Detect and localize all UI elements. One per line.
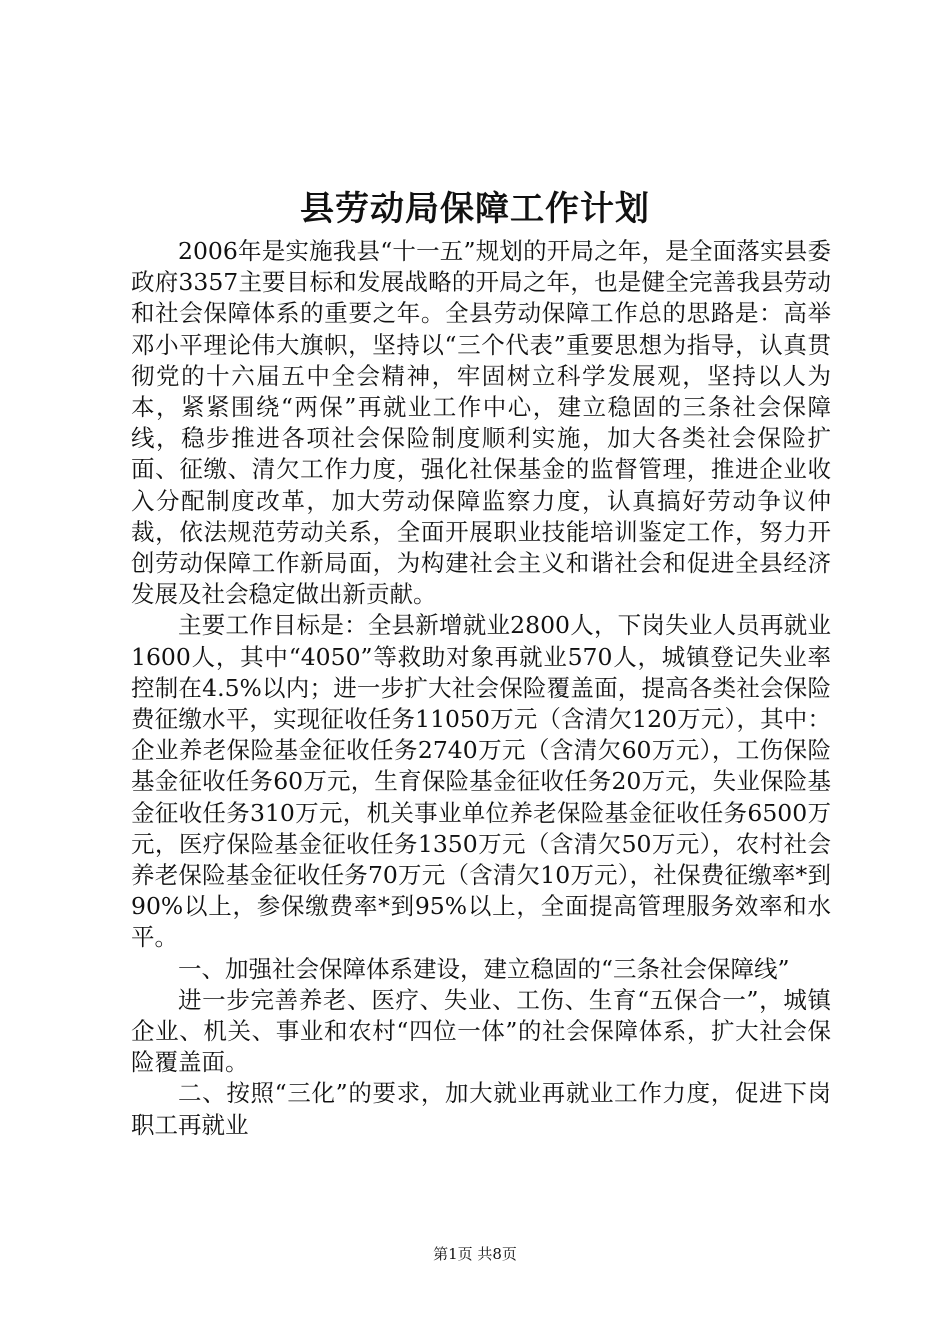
document-title: 县劳动局保障工作计划: [300, 189, 650, 229]
section-heading-1: 一、加强社会保障体系建设，建立稳固的“三条社会保障线”: [178, 954, 790, 983]
page-footer: 第1页 共8页: [433, 1245, 517, 1263]
section-heading-2: 二、按照“三化”的要求，加大就业再就业工作力度，促进下岗职工再就业: [131, 1079, 831, 1139]
paragraph-intro: 2006年是实施我县“十一五”规划的开局之年，是全面落实县委政府3357主要目标和发展战略的开局之年，也是健全完善我县劳动和社会保障体系的重要之年。全县劳动保障工作总的思路是：高举邓小平理论伟大旗帜，坚持以“三个代表”重要思想为指导，认真贯彻党的十六届五中全会精神，牢固树立科学发展观，坚持以人为本，紧紧围绕“两保”再就业工作中心，建立稳固的三条社会保障线，稳步推进各项社会保险制度顺利实施，加大各类社会保险扩面、征缴、清欠工作力度，强化社保基金的监督管理，推进企业收入分配制度改革，加大劳动保障监察力度，认真搞好劳动争议仲裁，依法规范劳动关系，全面开展职业技能培训鉴定工作，努力开创劳动保障工作新局面，为构建社会主义和谐社会和促进全县经济发展及社会稳定做出新贡献。: [131, 237, 831, 609]
document-body: [131, 236, 831, 1141]
paragraph-goals: 主要工作目标是：全县新增就业2800人，下岗失业人员再就业1600人，其中“4050”等救助对象再就业570人，城镇登记失业率控制在4.5%以内；进一步扩大社会保险覆盖面，提高各类社会保险费征缴水平，实现征收任务11050万元（含清欠120万元），其中：企业养老保险基金征收任务2740万元（含清欠60万元），工伤保险基金征收任务60万元，生育保险基金征收任务20万元，失业保险基金征收任务310万元，机关事业单位养老保险基金征收任务6500万元，医疗保险基金征收任务1350万元（含清欠50万元），农村社会养老保险基金征收任务70万元（含清欠10万元），社保费征缴率*到90%以上，参保缴费率*到95%以上，全面提高管理服务效率和水平。: [131, 611, 831, 952]
paragraph-section-1: 进一步完善养老、医疗、失业、工伤、生育“五保合一”，城镇企业、机关、事业和农村“四位一体”的社会保障体系，扩大社会保险覆盖面。: [131, 985, 831, 1077]
